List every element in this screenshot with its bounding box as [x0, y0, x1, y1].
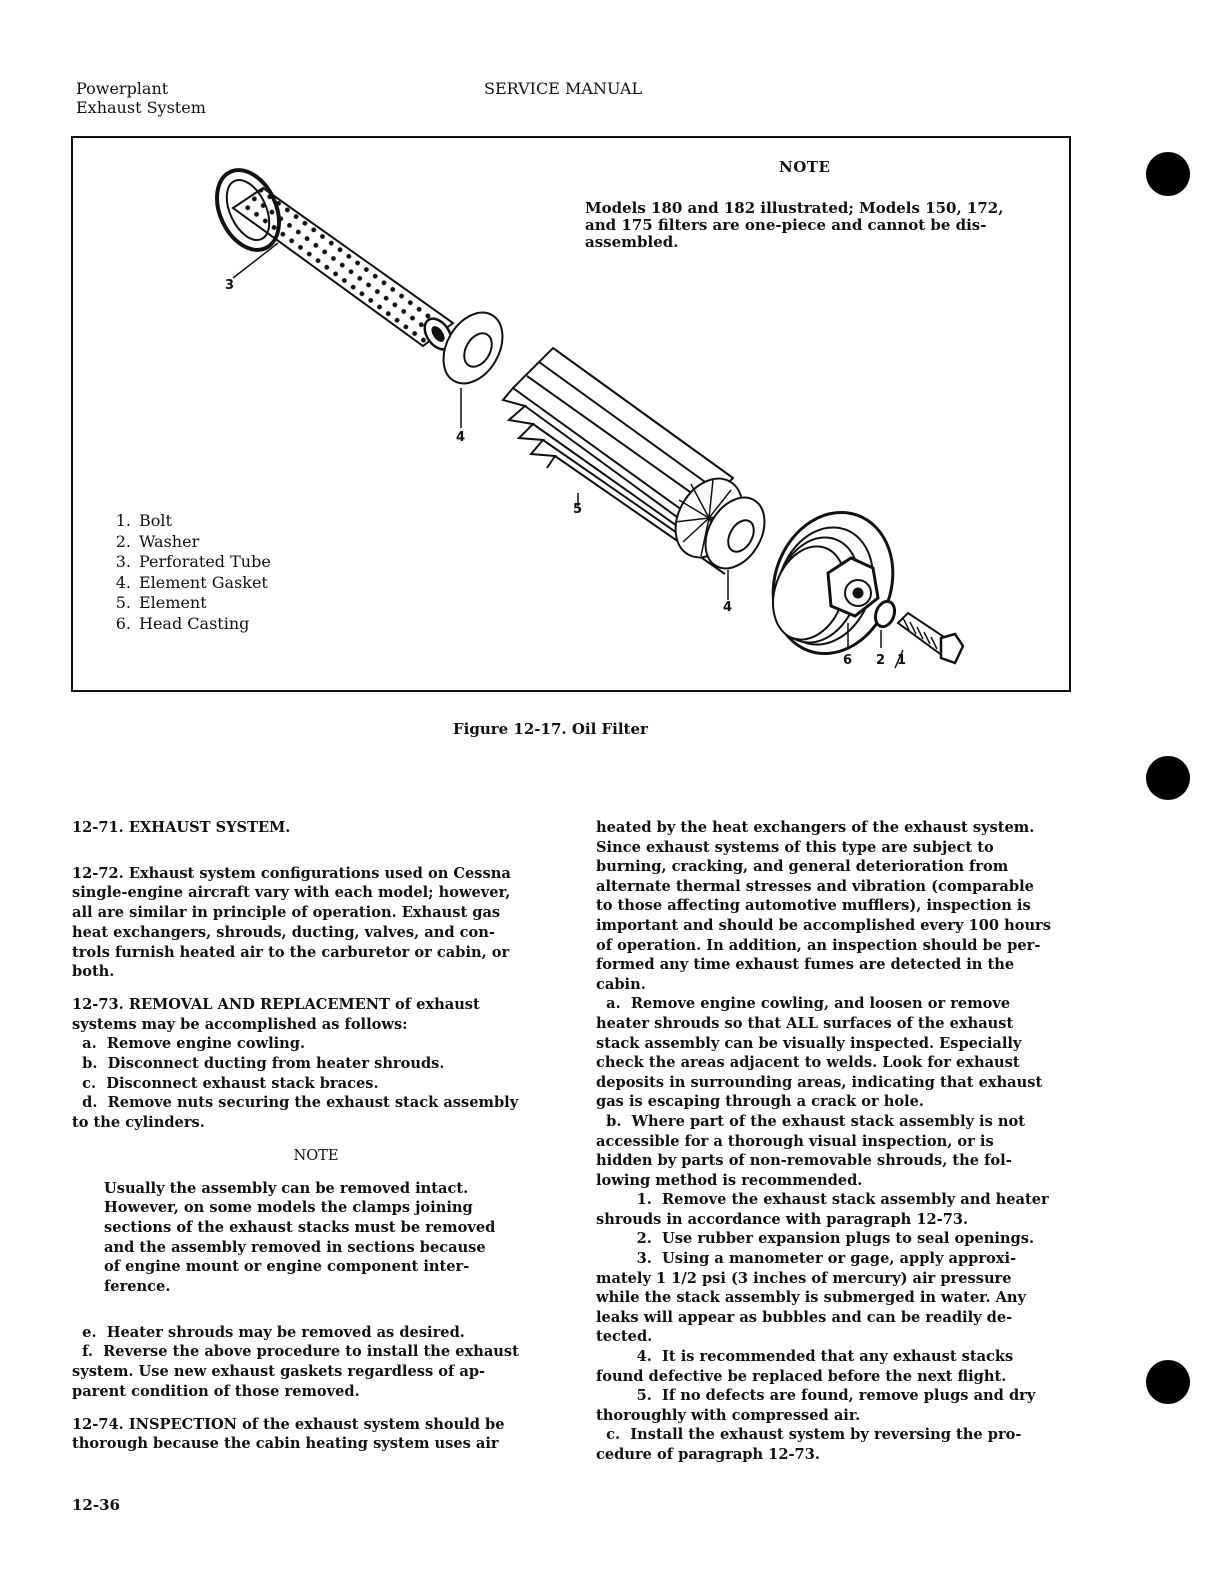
- legend-item: 5. Element: [115, 593, 207, 612]
- figure-box: [71, 136, 1071, 692]
- legend-item: 4. Element Gasket: [115, 572, 268, 592]
- legend-item: 3. Perforated Tube: [115, 552, 271, 571]
- figure-note-line: assembled.: [585, 233, 679, 251]
- callout-5: 5: [573, 502, 583, 517]
- callout-1: 1: [897, 653, 907, 668]
- legend-item: 6. Head Casting: [115, 613, 250, 633]
- left-column: [72, 818, 560, 1454]
- legend-item: 2. Washer: [115, 531, 200, 551]
- legend-item: 1. Bolt: [115, 511, 172, 530]
- callout-2: 2: [876, 653, 886, 668]
- perforated-tube: [205, 160, 457, 354]
- callout-6: 6: [843, 653, 853, 668]
- figure-note-line: and 175 filters are one-piece and cannot be dis-: [585, 216, 987, 234]
- head-casting: [754, 496, 912, 671]
- page-number: 12-36: [72, 1496, 120, 1514]
- callout-3: 3: [225, 278, 235, 293]
- callout-4-upper: 4: [456, 430, 466, 445]
- paragraph: e. Heater shrouds may be removed as desired. f. Reverse the above procedure to install the exhaust system. Use new exhaust gaskets regardless of ap- parent condition of those removed.: [72, 1323, 519, 1400]
- punch-hole: [1146, 152, 1190, 196]
- section-title-line2: Exhaust System: [76, 98, 206, 117]
- oil-filter-illustration: [73, 138, 1069, 690]
- section-title-line1: Powerplant: [76, 79, 169, 98]
- paragraph: 12-73. REMOVAL AND REPLACEMENT of exhaust systems may be accomplished as follows: a. Remove engine cowling. b. Disconnect ducting from heater shrouds. c. Disconnect exhaust stack braces. d. Remove nuts securing the exhaust stack assembly to the cylinders.: [72, 995, 519, 1132]
- right-column: heated by the heat exchangers of the exhaust system. Since exhaust systems of this type are subject to burning, cracking, and general deterioration from alternate thermal stresses and vibration (comparable to those affecting automotive mufflers), inspection is important and should be accomplished every 100 hours of operation. In addition, an inspection should be per- formed any time exhaust fumes are detected in the cabin. a. Remove engine cowling, and loosen or remove heater shrouds so that ALL surfaces of the exhaust stack assembly can be visually inspected. Especially check the areas adjacent to welds. Look for exhaust deposits in surrounding areas, indicating that exhaust gas is escaping through a crack or hole. b. Where part of the exhaust stack assembly is not accessible for a thorough visual inspection, or is hidden by parts of non-removable shrouds, the fol- lowing method is recommended. 1. Remove the exhaust stack assembly and heater shrouds in accordance with paragraph 12-73. 2. Use rubber expansion plugs to seal openings. 3. Using a manometer or gage, apply approxi- mately 1 1/2 psi (3 inches of mercury) air pressure while the stack assembly is submerged in water. Any leaks will appear as bubbles and can be readily de- tected. 4. It is recommended that any exhaust stacks found defective be replaced before the next flight. 5. If no defects are found, remove plugs and dry thoroughly with compressed air. c. Install the exhaust system by reversing the pro- cedure of paragraph 12-73.: [596, 819, 1051, 1463]
- callout-4-lower: 4: [723, 600, 733, 615]
- note-title: NOTE: [293, 1146, 339, 1164]
- paragraph: 12-72. Exhaust system configurations used on Cessna single-engine aircraft vary with each model; however, all are similar in principle of operation. Exhaust gas heat exchangers, shrouds, ducting, valves, and con- trols furnish heated air to the carburetor or cabin, or both.: [72, 864, 511, 981]
- note-box: Usually the assembly can be removed intact. However, on some models the clamps joining sections of the exhaust stacks must be removed and the assembly removed in sections because of engine mount or engine component inter- ference.: [104, 1179, 496, 1296]
- punch-hole: [1146, 756, 1190, 800]
- manual-title: SERVICE MANUAL: [484, 79, 643, 98]
- punch-hole: [1146, 1360, 1190, 1404]
- paragraph: 12-74. INSPECTION of the exhaust system should be thorough because the cabin heating system uses air: [72, 1415, 505, 1453]
- figure-caption: Figure 12-17. Oil Filter: [453, 720, 648, 738]
- figure-note-line: Models 180 and 182 illustrated; Models 150, 172,: [585, 199, 1004, 217]
- paragraph-heading: 12-71. EXHAUST SYSTEM.: [72, 819, 291, 836]
- figure-note-title: NOTE: [779, 158, 831, 176]
